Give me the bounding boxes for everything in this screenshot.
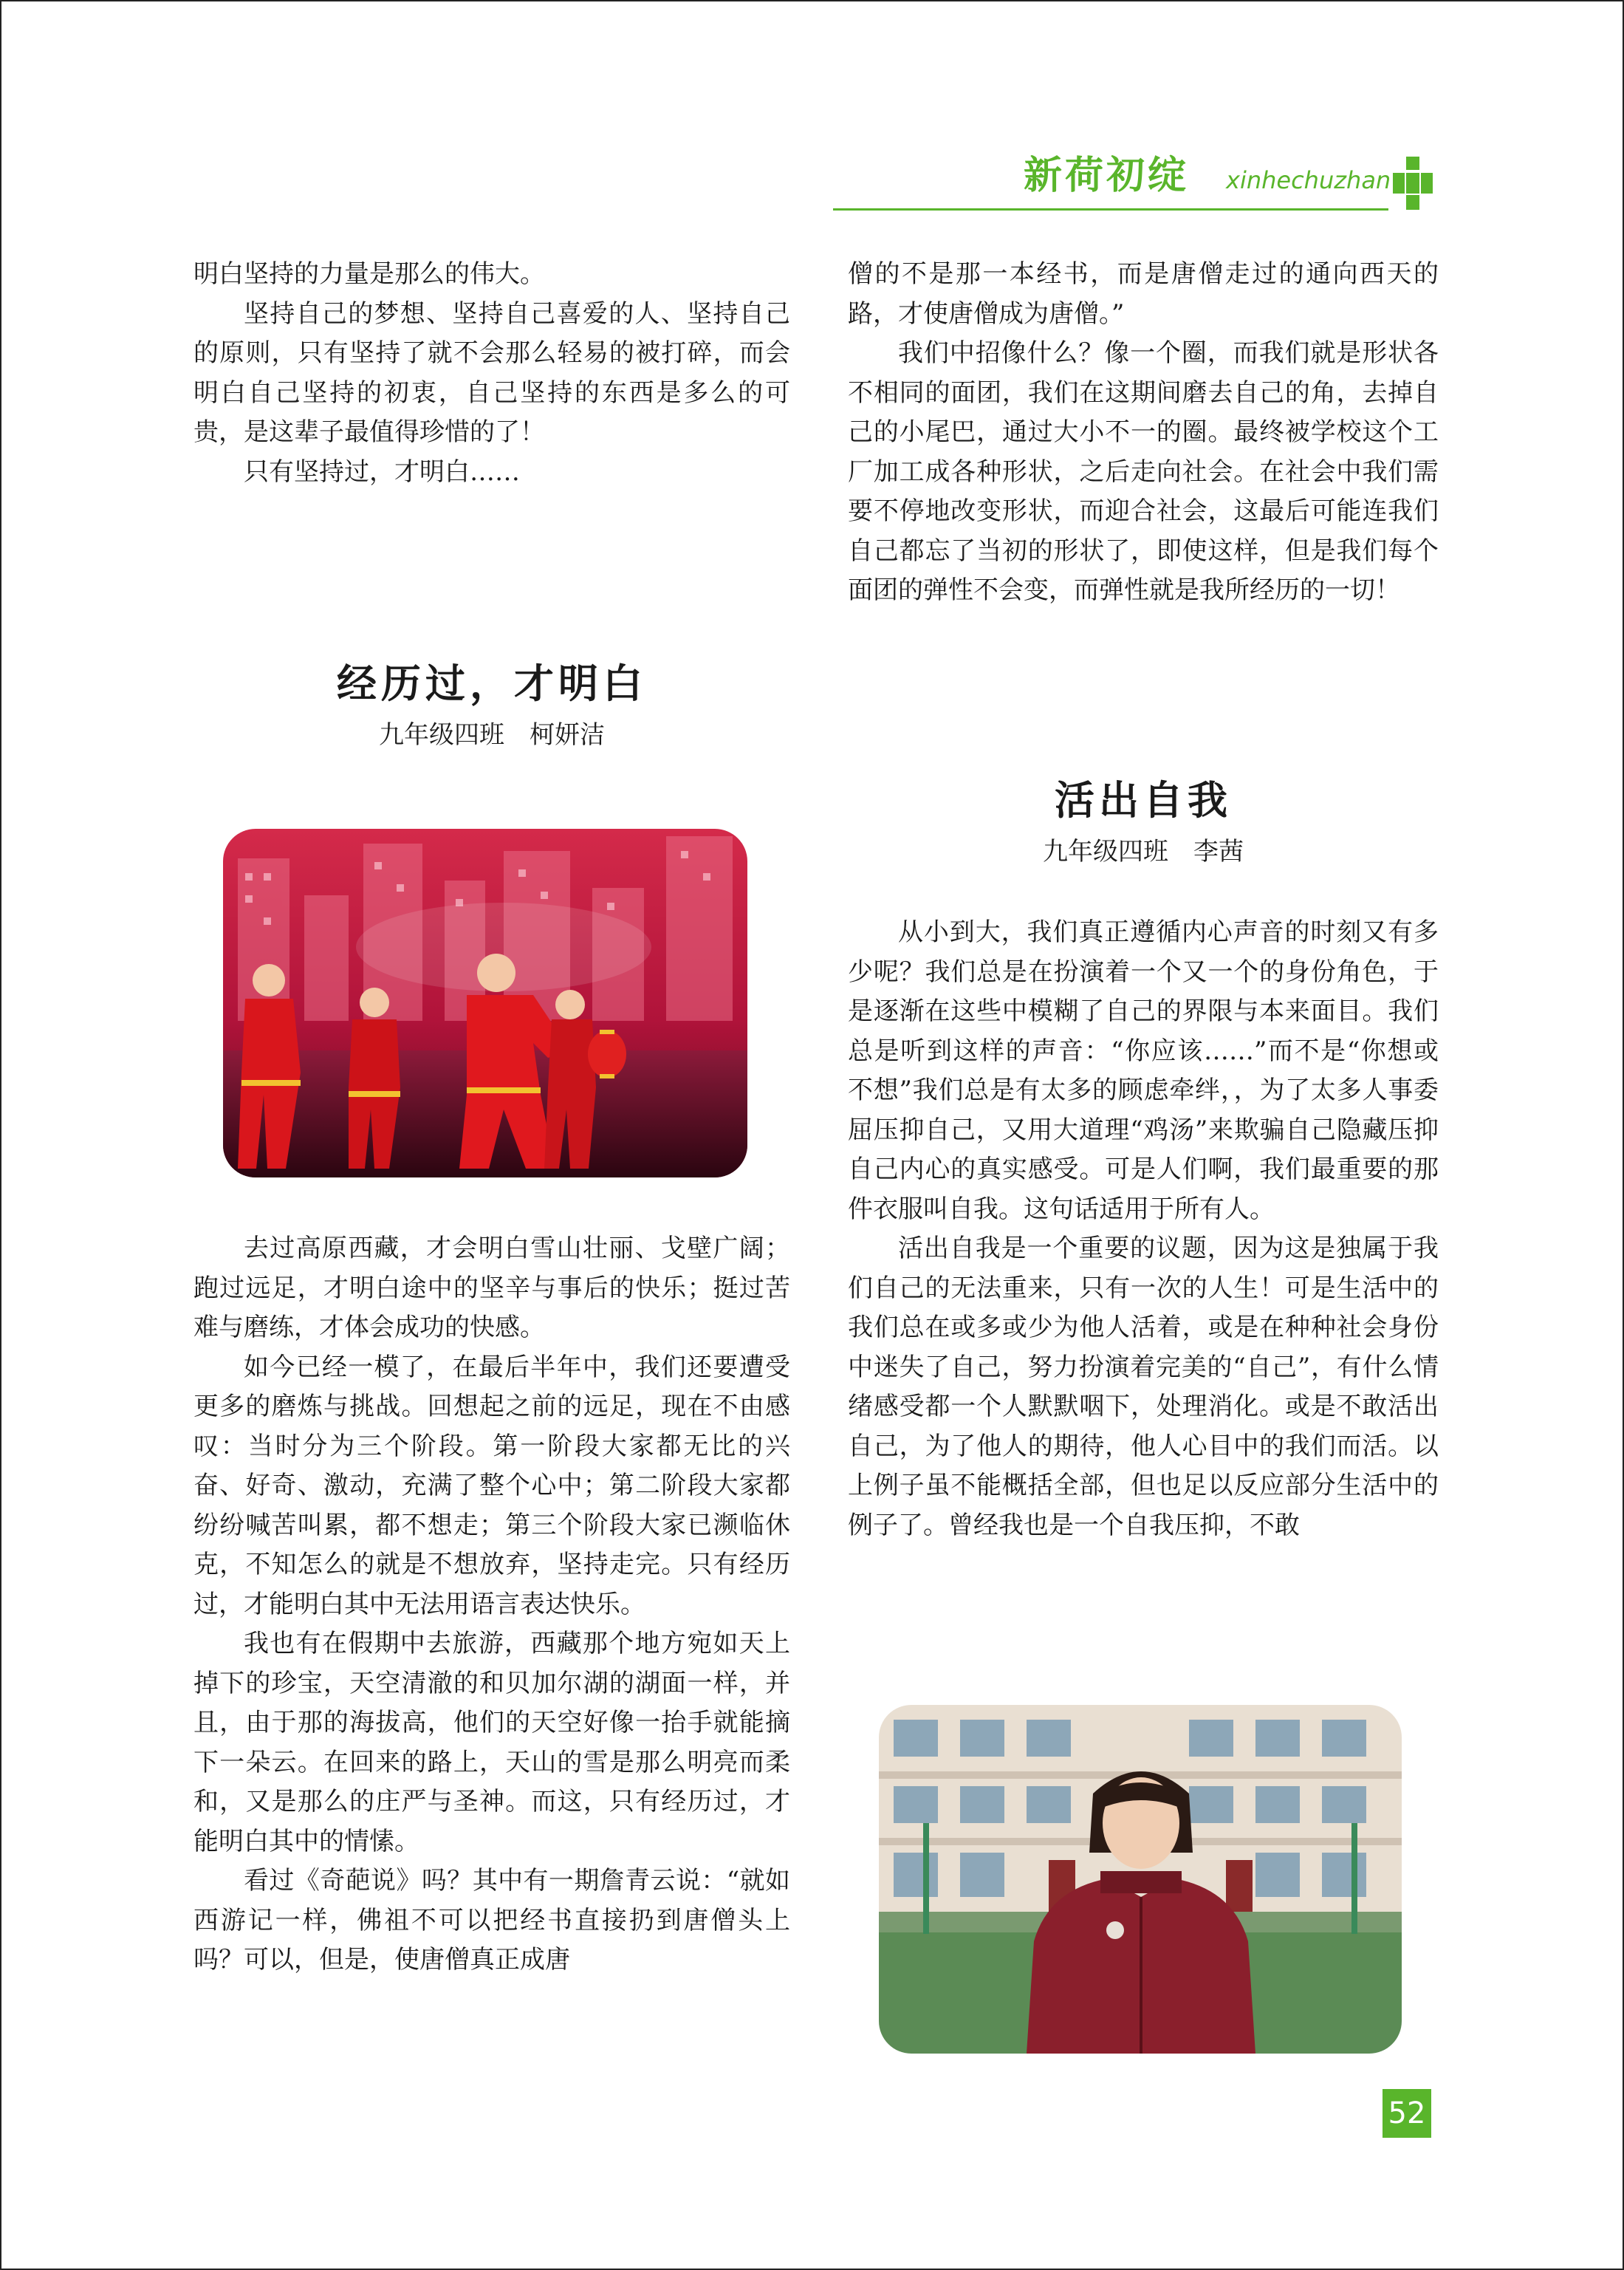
page-number: 52 [1383, 2089, 1431, 2138]
stage-dance-image [223, 829, 747, 1177]
cross-icon [1393, 157, 1433, 210]
paragraph: 去过高原西藏，才会明白雪山壮丽、戈壁广阔；跑过远足，才明白途中的坚辛与事后的快乐；挺过苦难与磨练，才体会成功的快感。 [193, 1234, 790, 1342]
article1-body [193, 1229, 790, 1980]
paragraph: 我也有在假期中去旅游，西藏那个地方宛如天上掉下的珍宝，天空清澈的和贝加尔湖的湖面一样，并且，由于那的海拔高，他们的天空好像一抬手就能摘下一朵云。在回来的路上，天山的雪是那么明亮而柔和，又是那么的庄严与圣神。而这，只有经历过，才能明白其中的情愫。 [193, 1629, 790, 1856]
paragraph: 活出自我是一个重要的议题，因为这是独属于我们自己的无法重来，只有一次的人生！可是生活中的我们总在或多或少为他人活着，或是在种种社会身份中迷失了自己，努力扮演着完美的“自己”，有什么情绪感受都一个人默默咽下，处理消化。或是不敢活出自己，为了他人的期待，他人心目中的我们而活。以上例子虽不能概括全部，但也足以反应部分生活中的例子了。曾经我也是一个自我压抑，不敢 [848, 1234, 1439, 1540]
paragraph: 僧的不是那一本经书，而是唐僧走过的通向西天的路，才使唐僧成为唐僧。” [848, 259, 1439, 329]
paragraph: 看过《奇葩说》吗？其中有一期詹青云说：“就如西游记一样，佛祖不可以把经书直接扔到唐僧头上吗？可以，但是，使唐僧真正成唐 [193, 1866, 790, 1975]
paragraph: 我们中招像什么？像一个圈，而我们就是形状各不相同的面团，我们在这期间磨去自己的角，去掉自己的小尾巴，通过大小不一的圈。最终被学校这个工厂加工成各种形状，之后走向社会。在社会中我们需要不停地改变形状，而迎合社会，这最后可能连我们自己都忘了当初的形状了，即使这样，但是我们每个面团的弹性不会变，而弹性就是我所经历的一切！ [848, 338, 1439, 605]
section-title: 新荷初绽 [1024, 154, 1190, 198]
paragraph: 坚持自己的梦想、坚持自己喜爱的人、坚持自己的原则，只有坚持了就不会那么轻易的被打碎，而会明白自己坚持的初衷，自己坚持的东西是多么的可贵，是这辈子最值得珍惜的了！ [193, 298, 790, 447]
header-rule [833, 208, 1388, 211]
article-author: 九年级四班 李茜 [1043, 837, 1244, 866]
paragraph: 明白坚持的力量是那么的伟大。 [193, 259, 545, 289]
article2-body [848, 913, 1439, 1545]
section-subtitle: xinhechuzhan [1226, 166, 1391, 194]
paragraph: 从小到大，我们真正遵循内心声音的时刻又有多少呢？我们总是在扮演着一个又一个的身份角色，于是逐渐在这些中模糊了自己的界限与本来面目。我们总是听到这样的声音：“你应该……”而不是“你想或不想”我们总是有太多的顾虑牵绊，，为了太多人事委屈压抑自己，又用大道理“鸡汤”来欺骗自己隐藏压抑自己内心的真实感受。可是人们啊，我们最重要的那件衣服叫自我。这句话适用于所有人。 [848, 917, 1439, 1224]
paragraph: 只有坚持过，才明白…… [244, 457, 520, 487]
stage-dance-photo [223, 829, 747, 1177]
left-column-top [193, 255, 790, 492]
article-author: 九年级四班 柯妍洁 [379, 720, 605, 750]
right-column-top [848, 255, 1439, 611]
paragraph: 如今已经一模了，在最后半年中，我们还要遭受更多的磨炼与挑战。回想起之前的远足，现在不由感叹：当时分为三个阶段。第一阶段大家都无比的兴奋、好奇、激动，充满了整个心中；第二阶段大家都纷纷喊苦叫累，都不想走；第三个阶段大家已濒临休克，不知怎么的就是不想放弃，坚持走完。只有经历过，才能明白其中无法用语言表达快乐。 [193, 1352, 790, 1619]
student-portrait-photo [879, 1705, 1402, 2054]
student-portrait-image [879, 1705, 1402, 2054]
article-title: 活出自我 [1055, 776, 1232, 824]
article-title: 经历过，才明白 [337, 660, 647, 707]
